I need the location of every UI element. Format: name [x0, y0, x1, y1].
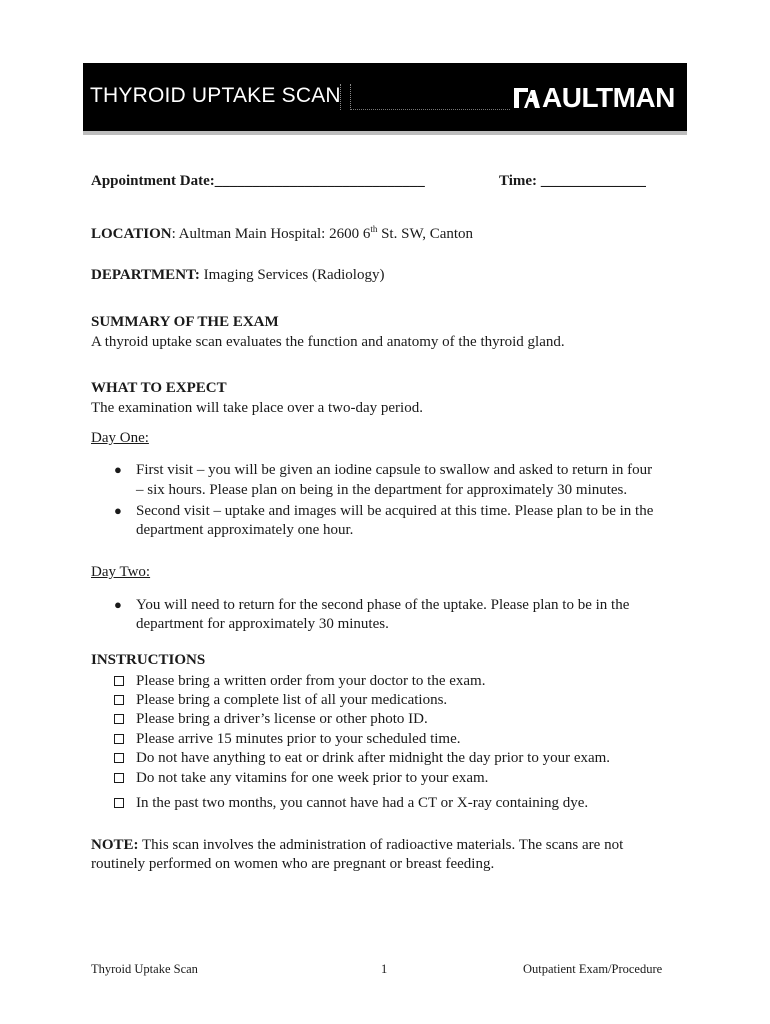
- instruction-item: Please arrive 15 minutes prior to your scheduled time.: [136, 731, 461, 747]
- bullet-icon: ●: [114, 462, 122, 477]
- appointment-date-label: Appointment Date:: [91, 173, 215, 189]
- appointment-date-blank: ____________________________: [214, 173, 425, 189]
- location-text: : Aultman Main Hospital: 2600 6: [171, 226, 371, 242]
- day-one-label: Day One:: [91, 430, 149, 446]
- instruction-item: Please bring a complete list of all your medications.: [136, 692, 448, 708]
- appointment-time-blank: ______________: [540, 173, 646, 189]
- checkbox[interactable]: [114, 798, 124, 808]
- note-text-continued: routinely performed on women who are pregnant or breast feeding.: [91, 856, 495, 872]
- summary-heading: SUMMARY OF THE EXAM: [91, 314, 279, 330]
- appointment-time-label: Time:: [499, 173, 538, 189]
- instruction-item: Do not take any vitamins for one week prior to your exam.: [136, 770, 489, 786]
- department-line: [91, 266, 384, 285]
- what-to-expect-text: The examination will take place over a two-day period.: [91, 400, 423, 416]
- location-text-end: St. SW, Canton: [377, 226, 474, 242]
- location-sup: th: [370, 224, 378, 234]
- logo-text: AULTMAN: [542, 82, 675, 113]
- appointment-date: [91, 172, 425, 191]
- list-item-continued: department for approximately 30 minutes.: [136, 616, 389, 632]
- bullet-icon: ●: [114, 597, 122, 612]
- header-rule: [350, 109, 510, 110]
- aultman-logo-mark-icon: [514, 86, 540, 110]
- instruction-item: Please bring a driver’s license or other photo ID.: [136, 711, 428, 727]
- instruction-item: In the past two months, you cannot have had a CT or X-ray containing dye.: [136, 795, 589, 811]
- list-item: First visit – you will be given an iodine capsule to swallow and asked to return in four: [136, 462, 653, 478]
- instructions-heading: INSTRUCTIONS: [91, 652, 206, 668]
- summary-text: A thyroid uptake scan evaluates the function and anatomy of the thyroid gland.: [91, 334, 565, 350]
- checkbox[interactable]: [114, 676, 124, 686]
- checkbox[interactable]: [114, 714, 124, 724]
- day-two-label: Day Two:: [91, 564, 151, 580]
- footer-right: Outpatient Exam/Procedure: [523, 962, 663, 976]
- appointment-time: [499, 172, 646, 191]
- instruction-item: Please bring a written order from your doctor to the exam.: [136, 673, 486, 689]
- what-to-expect-heading: WHAT TO EXPECT: [91, 380, 227, 396]
- aultman-logo: [514, 83, 675, 113]
- checkbox[interactable]: [114, 695, 124, 705]
- checkbox[interactable]: [114, 773, 124, 783]
- page-number: 1: [381, 962, 388, 976]
- header-divider: [350, 84, 352, 110]
- list-item: Second visit – uptake and images will be acquired at this time. Please plan to be in the: [136, 503, 654, 519]
- instruction-item: Do not have anything to eat or drink after midnight the day prior to your exam.: [136, 750, 611, 766]
- department-label: DEPARTMENT:: [91, 267, 200, 283]
- checkbox[interactable]: [114, 753, 124, 763]
- header-divider: [340, 84, 342, 110]
- list-item-continued: – six hours. Please plan on being in the department for approximately 30 minutes.: [136, 482, 628, 498]
- note-text: This scan involves the administration of radioactive materials. The scans are not: [138, 837, 624, 853]
- location-line: [91, 220, 473, 244]
- header-shadow: [83, 131, 687, 135]
- department-text: Imaging Services (Radiology): [199, 267, 385, 283]
- document-title: THYROID UPTAKE SCAN: [90, 84, 341, 107]
- location-label: LOCATION: [91, 226, 172, 242]
- note-line: [91, 836, 623, 855]
- list-item-continued: department approximately one hour.: [136, 522, 354, 538]
- list-item: You will need to return for the second phase of the uptake. Please plan to be in the: [136, 597, 630, 613]
- checkbox[interactable]: [114, 734, 124, 744]
- note-label: NOTE:: [91, 837, 139, 853]
- bullet-icon: ●: [114, 503, 122, 518]
- footer-left: Thyroid Uptake Scan: [91, 962, 198, 976]
